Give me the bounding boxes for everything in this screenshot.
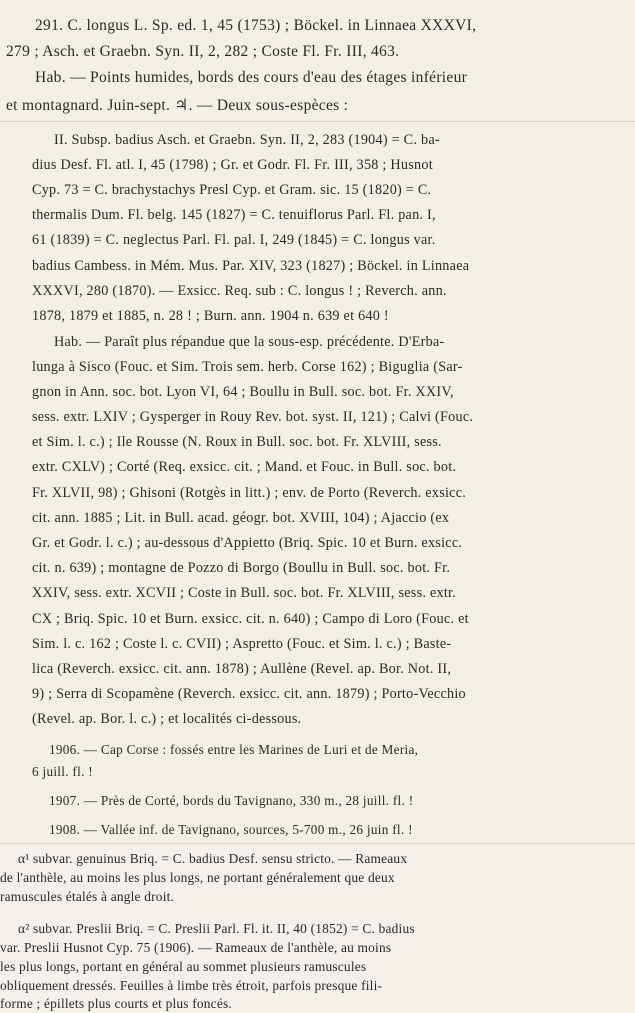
text-line: XXIV, sess. extr. XCVII ; Coste in Bull. soc. bot. Fr. XLVIII, sess. extr. bbox=[32, 585, 457, 601]
text-line: forme ; épillets plus courts et plus foncés. bbox=[0, 996, 232, 1011]
text-line: gnon in Ann. soc. bot. Lyon VI, 64 ; Boullu in Bull. soc. bot. Fr. XXIV, bbox=[32, 384, 454, 400]
record-line: 1906. — Cap Corse : fossés entre les Marines de Luri et de Meria, bbox=[49, 742, 419, 757]
text-line: Sim. l. c. 162 ; Coste l. c. CVII) ; Aspretto (Fouc. et Sim. l. c.) ; Baste- bbox=[32, 636, 452, 652]
text-line: Cyp. 73 = C. brachystachys Presl Cyp. et Gram. sic. 15 (1820) = C. bbox=[32, 182, 432, 198]
text-line: 1878, 1879 et 1885, n. 28 ! ; Burn. ann. 1904 n. 639 et 640 ! bbox=[32, 308, 389, 324]
text-line: XXXVI, 280 (1870). — Exsicc. Req. sub : C. longus ! ; Reverch. ann. bbox=[32, 283, 447, 299]
text-line: sess. extr. LXIV ; Gysperger in Rouy Rev. bot. syst. II, 121) ; Calvi (Fouc. bbox=[32, 409, 474, 425]
text-line: extr. CXLV) ; Corté (Req. exsicc. cit. ; Mand. et Fouc. in Bull. soc. bot. bbox=[32, 459, 457, 475]
text-line: 9) ; Serra di Scopamène (Reverch. exsicc. cit. ann. 1879) ; Porto-Vecchio bbox=[32, 686, 466, 702]
text-line: obliquement dressés. Feuilles à limbe très étroit, parfois presque fili- bbox=[0, 978, 383, 993]
scan-seam bbox=[0, 121, 635, 122]
text-line: Fr. XLVII, 98) ; Ghisoni (Rotgès in litt.) ; env. de Porto (Reverch. exsicc. bbox=[32, 485, 467, 501]
text-line: (Revel. ap. Bor. l. c.) ; et localités ci-dessous. bbox=[32, 711, 302, 727]
text-line: et Sim. l. c.) ; Ile Rousse (N. Roux in Bull. soc. bot. Fr. XLVIII, sess. bbox=[32, 434, 442, 450]
record-line: 6 juill. fl. ! bbox=[32, 764, 93, 779]
record-line: 1907. — Près de Corté, bords du Tavignano, 330 m., 28 juill. fl. ! bbox=[49, 793, 414, 808]
text-line: cit. ann. 1885 ; Lit. in Bull. acad. géogr. bot. XVIII, 104) ; Ajaccio (ex bbox=[32, 510, 450, 526]
text-line: Hab. — Paraît plus répandue que la sous-esp. précédente. D'Erba- bbox=[54, 334, 445, 350]
text-line: dius Desf. Fl. atl. I, 45 (1798) ; Gr. et Godr. Fl. Fr. III, 358 ; Husnot bbox=[32, 157, 433, 173]
text-line: 291. C. longus L. Sp. ed. 1, 45 (1753) ; Böckel. in Linnaea XXXVI, bbox=[35, 17, 477, 34]
text-line: Gr. et Godr. l. c.) ; au-dessous d'Appietto (Briq. Spic. 10 et Burn. exsicc. bbox=[32, 535, 463, 551]
record-line: 1908. — Vallée inf. de Tavignano, sources, 5-700 m., 26 juin fl. ! bbox=[49, 822, 413, 837]
text-line: ramuscules étalés à angle droit. bbox=[0, 889, 175, 904]
text-line: lunga à Sisco (Fouc. et Sim. Trois sem. herb. Corse 162) ; Biguglia (Sar- bbox=[32, 359, 463, 375]
text-line: badius Cambess. in Mém. Mus. Par. XIV, 323 (1827) ; Böckel. in Linnaea bbox=[32, 258, 470, 274]
text-line: les plus longs, portant en général au sommet plusieurs ramuscules bbox=[0, 959, 367, 974]
text-line: II. Subsp. badius Asch. et Graebn. Syn. II, 2, 283 (1904) = C. ba- bbox=[54, 132, 440, 148]
text-line: lica (Reverch. exsicc. cit. ann. 1878) ; Aullène (Revel. ap. Bor. Not. II, bbox=[32, 661, 452, 677]
text-line: cit. n. 639) ; montagne de Pozzo di Borgo (Boullu in Bull. soc. bot. Fr. bbox=[32, 560, 451, 576]
text-line: Hab. — Points humides, bords des cours d'eau des étages inférieur bbox=[35, 69, 468, 86]
text-line: et montagnard. Juin-sept. ♃. — Deux sous-espèces : bbox=[6, 97, 349, 114]
text-line: var. Preslii Husnot Cyp. 75 (1906). — Rameaux de l'anthèle, au moins bbox=[0, 940, 392, 955]
varieties-block bbox=[0, 844, 635, 1013]
text-line: 61 (1839) = C. neglectus Parl. Fl. pal. I, 249 (1845) = C. longus var. bbox=[32, 232, 436, 248]
text-line: 279 ; Asch. et Graebn. Syn. II, 2, 282 ; Coste Fl. Fr. III, 463. bbox=[6, 43, 400, 60]
text-line: α¹ subvar. genuinus Briq. = C. badius Desf. sensu stricto. — Rameaux bbox=[18, 851, 408, 866]
text-line: de l'anthèle, au moins les plus longs, ne portant généralement que deux bbox=[0, 870, 395, 885]
text-line: thermalis Dum. Fl. belg. 145 (1827) = C. tenuiflorus Parl. Fl. pan. I, bbox=[32, 207, 436, 223]
text-line: α² subvar. Preslii Briq. = C. Preslii Parl. Fl. it. II, 40 (1852) = C. badius bbox=[18, 921, 415, 936]
text-line: CX ; Briq. Spic. 10 et Burn. exsicc. cit. n. 640) ; Campo di Loro (Fouc. et bbox=[32, 611, 469, 627]
